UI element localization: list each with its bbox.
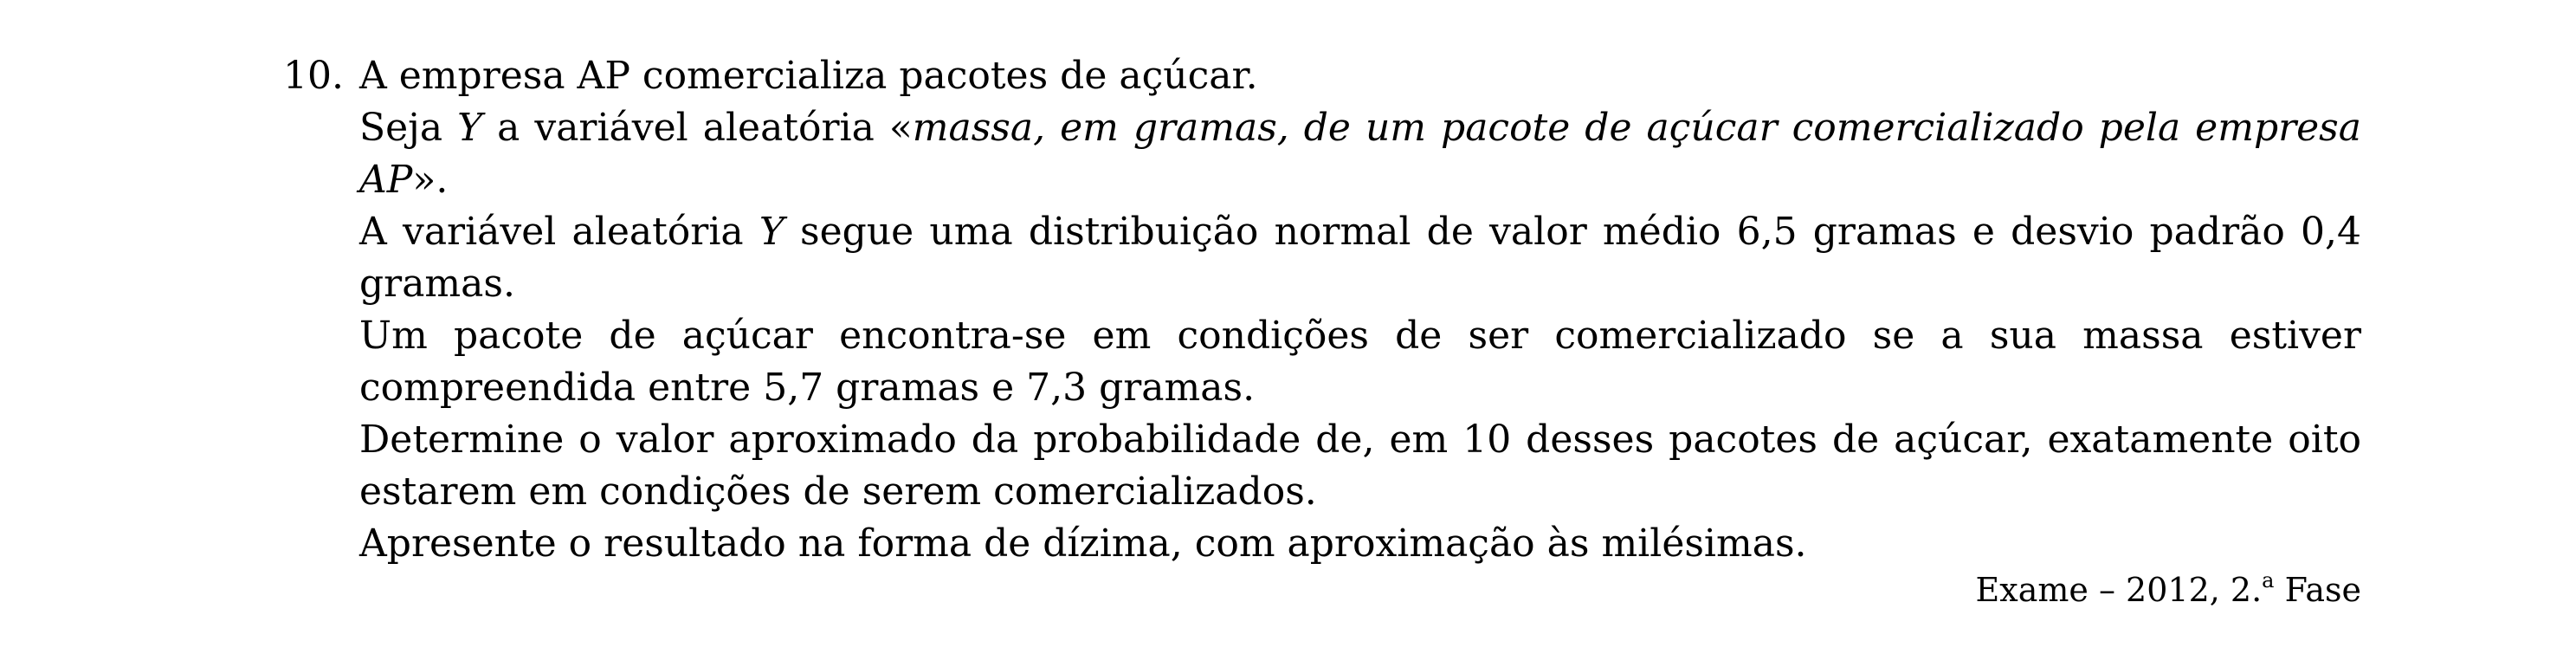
source-suffix: Fase: [2274, 571, 2361, 609]
text-fragment: a variável aleatória: [482, 106, 889, 150]
statement-intro: A empresa AP comercializa pacotes de açúcar.: [359, 54, 1258, 98]
text-fragment: Seja: [359, 106, 458, 150]
close-quote: »: [412, 158, 436, 202]
exercise-number: 10.: [283, 54, 344, 98]
text-fragment: .: [436, 158, 449, 202]
exercise-statement: [359, 50, 2361, 570]
ordinal-superscript: a: [2262, 568, 2275, 592]
variable-y: Y: [759, 210, 784, 254]
text-fragment: A variável aleatória: [359, 210, 759, 254]
distribution-statement: [359, 206, 2361, 310]
exam-source: [1976, 569, 2361, 611]
variable-description: massa, em gramas, de um pacote de açúcar comercializado pela empresa AP: [359, 106, 2361, 202]
random-variable-definition: [359, 102, 2361, 206]
open-quote: «: [888, 106, 913, 150]
text-fragment: segue uma distribuição normal de valor médio 6,5 gramas e desvio padrão 0,4 gramas.: [359, 210, 2361, 306]
answer-format-statement: Apresente o resultado na forma de dízima, com aproximação às milésimas.: [359, 521, 1807, 566]
source-prefix: Exame – 2012, 2.: [1975, 571, 2263, 609]
task-statement: Determine o valor aproximado da probabilidade de, em 10 desses pacotes de açúcar, exatamente oito estarem em condições de serem comercializados.: [359, 418, 2361, 514]
condition-statement: Um pacote de açúcar encontra-se em condições de ser comercializado se a sua massa estiver compreendida entre 5,7 gramas e 7,3 gramas.: [359, 314, 2361, 410]
variable-y: Y: [457, 106, 483, 150]
